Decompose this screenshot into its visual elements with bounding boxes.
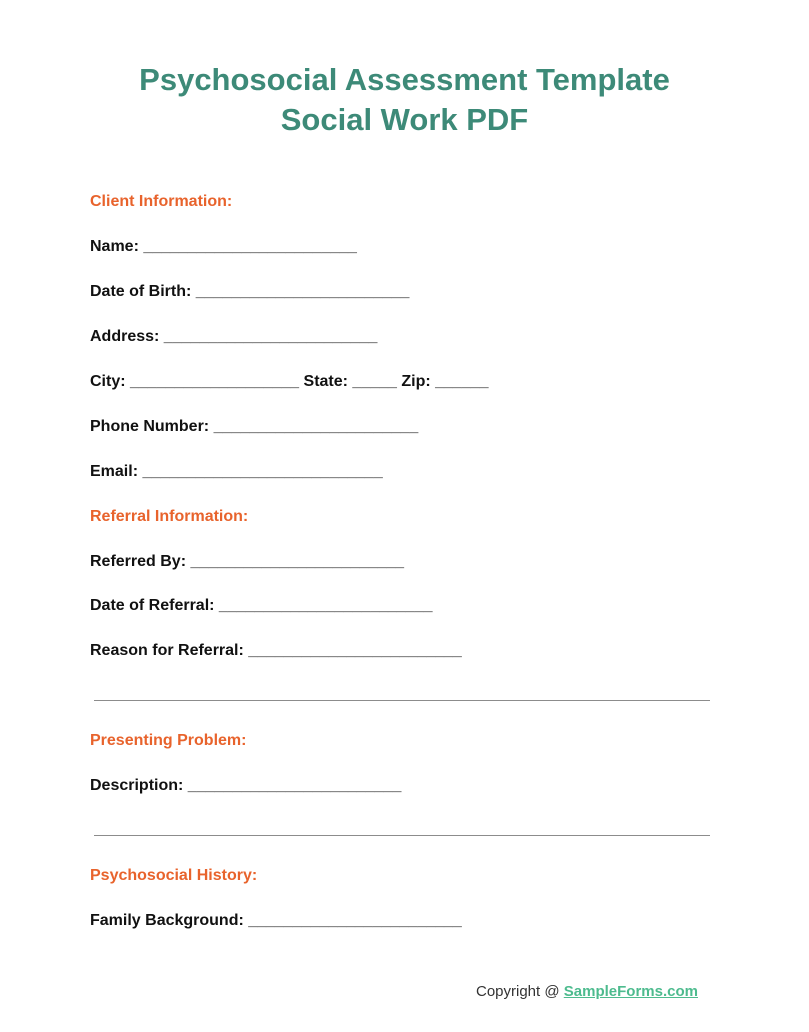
field-date-of-birth[interactable]: Date of Birth: ________________________ — [90, 283, 410, 300]
field-phone-number[interactable]: Phone Number: _______________________ — [90, 418, 419, 435]
section-heading-presenting-problem: Presenting Problem: — [90, 732, 247, 749]
copyright-text: Copyright @ — [476, 983, 564, 1000]
field-family-background[interactable]: Family Background: ________________________ — [90, 912, 462, 929]
section-heading-psychosocial-history: Psychosocial History: — [90, 867, 258, 884]
sampleforms-link[interactable]: SampleForms.com — [563, 983, 698, 1000]
section-divider — [94, 700, 710, 701]
title-line-1: Psychosocial Assessment Template — [139, 62, 670, 97]
field-referred-by[interactable]: Referred By: ________________________ — [90, 553, 405, 570]
field-date-of-referral[interactable]: Date of Referral: ________________________ — [90, 597, 433, 614]
section-heading-client: Client Information: — [90, 193, 233, 210]
field-address[interactable]: Address: ________________________ — [90, 328, 378, 345]
copyright-footer — [476, 983, 698, 1000]
field-name[interactable]: Name: ________________________ — [90, 238, 357, 255]
section-divider — [94, 835, 710, 836]
field-reason-for-referral[interactable]: Reason for Referral: ________________________ — [90, 642, 462, 659]
section-heading-referral: Referral Information: — [90, 508, 249, 525]
field-city-state-zip[interactable]: City: ___________________ State: _____ Zip: ______ — [90, 373, 489, 390]
field-email[interactable]: Email: ___________________________ — [90, 463, 383, 480]
document-title — [0, 60, 809, 140]
title-line-2: Social Work PDF — [280, 102, 529, 137]
field-description[interactable]: Description: ________________________ — [90, 777, 402, 794]
